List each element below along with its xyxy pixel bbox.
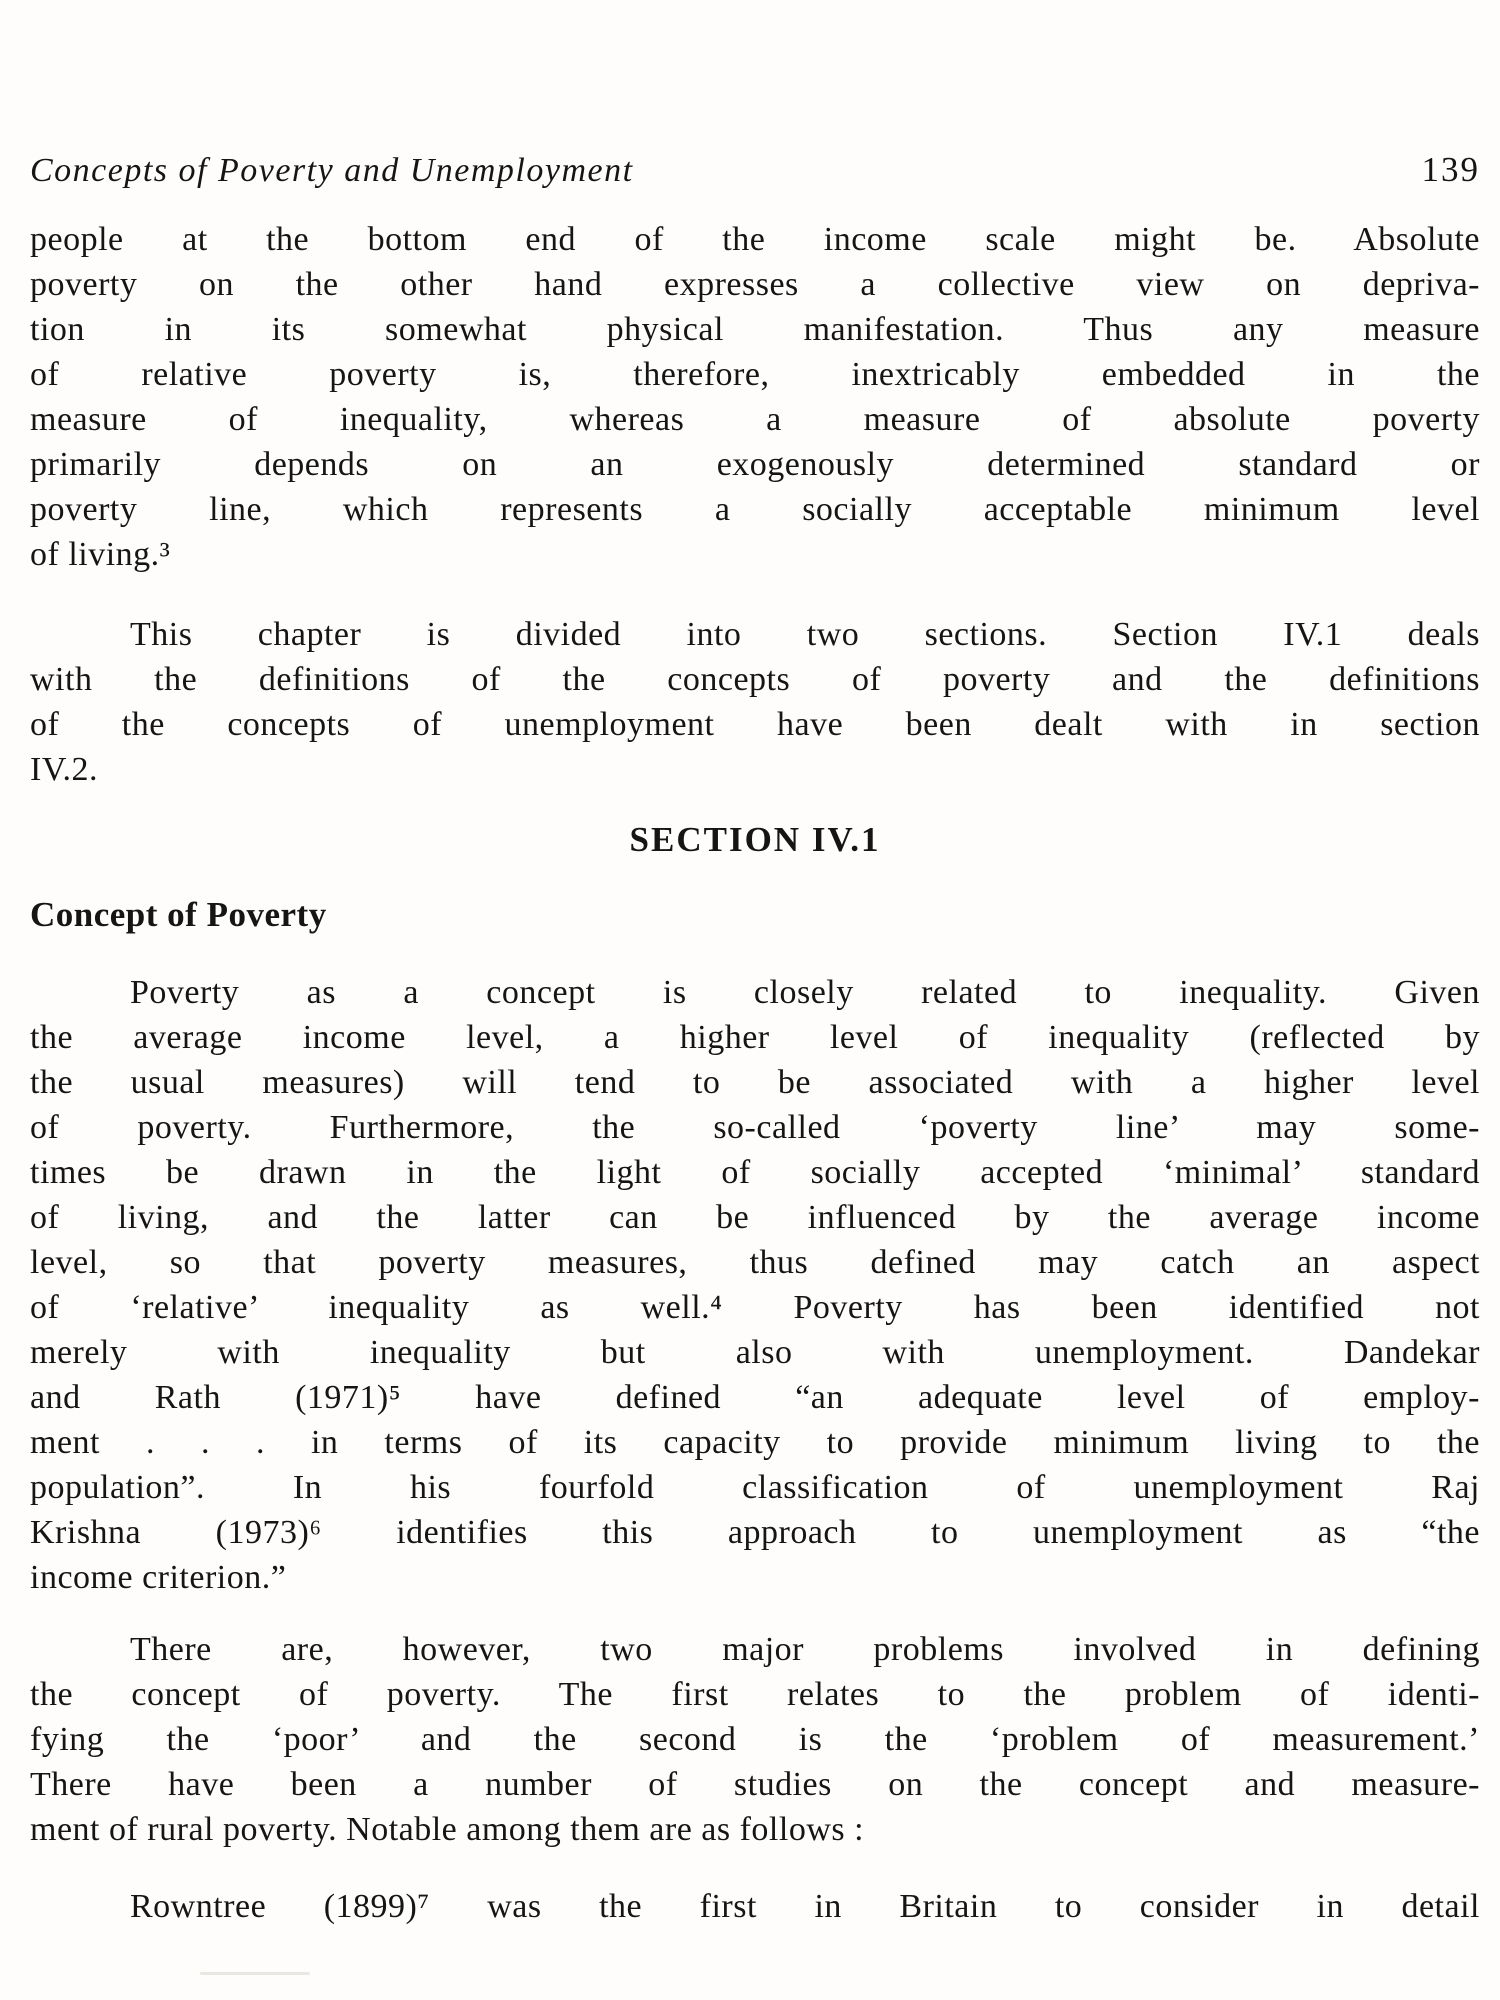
text-line: Poverty as a concept is closely related to inequality. Given [130, 974, 1480, 1011]
text-line: the concept of poverty. The first relates to the problem of identi- [30, 1676, 1480, 1713]
text-line: with the definitions of the concepts of poverty and the definitions [30, 661, 1480, 698]
text-line: of living, and the latter can be influenced by the average income [30, 1199, 1480, 1236]
text-line: the usual measures) will tend to be associated with a higher level [30, 1064, 1480, 1101]
paragraph-absolute-poverty [30, 217, 1480, 577]
paragraph-poverty-concept [30, 970, 1480, 1600]
text-line: There have been a number of studies on the concept and measure- [30, 1766, 1480, 1803]
text-line: tion in its somewhat physical manifestation. Thus any measure [30, 311, 1480, 348]
text-line: of living.³ [30, 536, 171, 573]
text-line: of relative poverty is, therefore, inextricably embedded in the [30, 356, 1480, 393]
page-number: 139 [1421, 150, 1480, 189]
text-line: times be drawn in the light of socially accepted ‘minimal’ standard [30, 1154, 1480, 1191]
text-line: poverty line, which represents a socially acceptable minimum level [30, 491, 1480, 528]
text-line: Krishna (1973)⁶ identifies this approach to unemployment as “the [30, 1514, 1480, 1551]
text-line: income criterion.” [30, 1559, 287, 1596]
text-line: IV.2. [30, 751, 98, 788]
scan-artifact [200, 1972, 310, 1975]
text-line: population”. In his fourfold classification of unemployment Raj [30, 1469, 1480, 1506]
paragraph-rowntree [30, 1884, 1480, 1929]
running-header [30, 150, 1480, 191]
text-line: people at the bottom end of the income scale might be. Absolute [30, 221, 1480, 258]
paragraph-chapter-overview [30, 612, 1480, 792]
text-line: the average income level, a higher level of inequality (reflected by [30, 1019, 1480, 1056]
text-line: level, so that poverty measures, thus defined may catch an aspect [30, 1244, 1480, 1281]
section-heading: SECTION IV.1 [629, 820, 881, 859]
text-line: ment of rural poverty. Notable among them are as follows : [30, 1811, 865, 1848]
text-column [30, 150, 1480, 1929]
subsection-heading: Concept of Poverty [30, 895, 327, 934]
text-line: poverty on the other hand expresses a collective view on depriva- [30, 266, 1480, 303]
text-line: primarily depends on an exogenously determined standard or [30, 446, 1480, 483]
text-line: Rowntree (1899)⁷ was the first in Britain to consider in detail [130, 1888, 1480, 1925]
text-line: measure of inequality, whereas a measure of absolute poverty [30, 401, 1480, 438]
page-title: Concepts of Poverty and Unemployment [30, 152, 634, 189]
text-line: of poverty. Furthermore, the so-called ‘poverty line’ may some- [30, 1109, 1480, 1146]
paragraph-two-problems [30, 1627, 1480, 1852]
text-line: ment . . . in terms of its capacity to provide minimum living to the [30, 1424, 1480, 1461]
text-line: of the concepts of unemployment have been dealt with in section [30, 706, 1480, 743]
text-line: There are, however, two major problems involved in defining [130, 1631, 1480, 1668]
text-line: fying the ‘poor’ and the second is the ‘problem of measurement.’ [30, 1721, 1480, 1758]
text-line: This chapter is divided into two sections. Section IV.1 deals [130, 616, 1480, 653]
text-line: of ‘relative’ inequality as well.⁴ Poverty has been identified not [30, 1289, 1480, 1326]
text-line: merely with inequality but also with unemployment. Dandekar [30, 1334, 1480, 1371]
text-line: and Rath (1971)⁵ have defined “an adequate level of employ- [30, 1379, 1480, 1416]
